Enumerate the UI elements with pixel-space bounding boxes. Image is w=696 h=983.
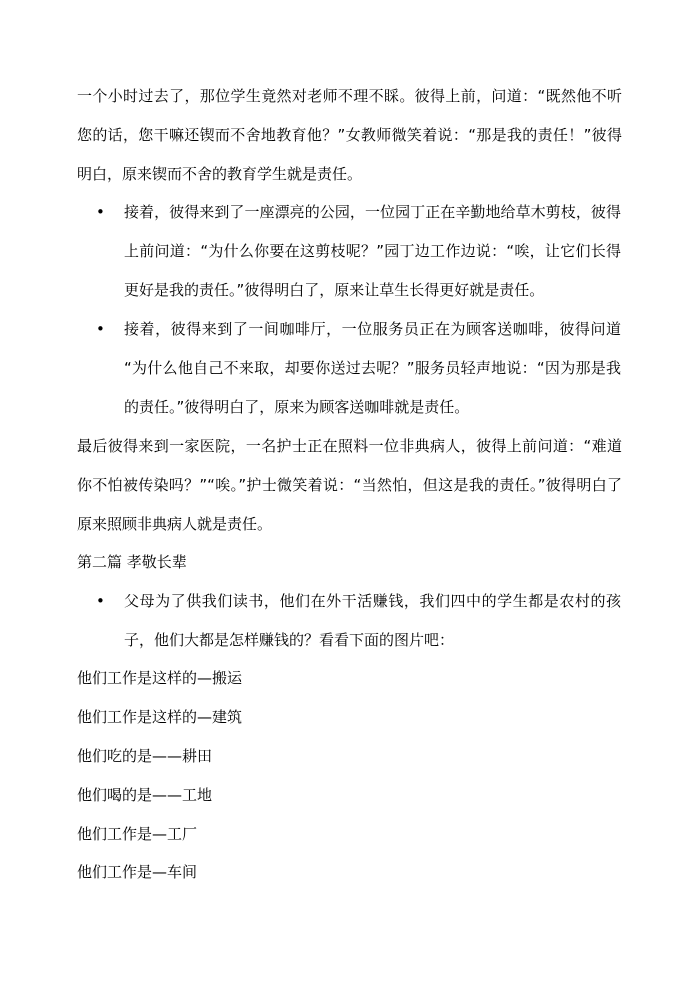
paragraph-teacher: 一个小时过去了，那位学生竟然对老师不理不睬。彼得上前，问道：“既然他不听您的话，您干嘛还锲而不舍地教育他？”女教师微笑着说：“那是我的责任！”彼得明白，原来锲而不舍的教育学生就是责任。 xyxy=(77,87,622,183)
bullet-icon: • xyxy=(96,320,105,338)
line-workshop: 他们工作是—车间 xyxy=(77,863,198,881)
line-worksite: 他们喝的是——工地 xyxy=(77,786,213,804)
section-heading: 第二篇 孝敬长辈 xyxy=(77,553,187,571)
line-farming: 他们吃的是——耕田 xyxy=(77,747,213,765)
list-item-text: 接着，彼得来到了一间咖啡厅，一位服务员正在为顾客送咖啡，彼得问道 “为什么他自己不来取，却要你送过去呢？”服务员轻声地说：“因为那是我的责任。”彼得明白了，原来为顾客送咖啡就是责任。 xyxy=(124,320,621,416)
list-item-text: 父母为了供我们读书，他们在外干活赚钱，我们四中的学生都是农村的孩子，他们大都是怎样赚钱的？看看下面的图片吧： xyxy=(124,592,621,649)
list-item-text: 接着，彼得来到了一座漂亮的公园，一位园丁正在辛勤地给草木剪枝，彼得上前问道：“为什么你要在这剪枝呢？”园丁边工作边说：“唉，让它们长得更好是我的责任。”彼得明白了，原来让草生长得更好就是责任。 xyxy=(124,203,621,299)
line-factory: 他们工作是—工厂 xyxy=(77,825,198,843)
line-carrying: 他们工作是这样的—搬运 xyxy=(77,669,243,687)
bullet-icon: • xyxy=(96,203,105,221)
bullet-icon: • xyxy=(96,592,105,610)
paragraph-nurse: 最后彼得来到一家医院，一名护士正在照料一位非典病人，彼得上前问道：“难道你不怕被传染吗？”“唉。”护士微笑着说：“当然怕，但这是我的责任。”彼得明白了原来照顾非典病人就是责任。 xyxy=(77,437,622,533)
line-construction: 他们工作是这样的—建筑 xyxy=(77,708,243,726)
